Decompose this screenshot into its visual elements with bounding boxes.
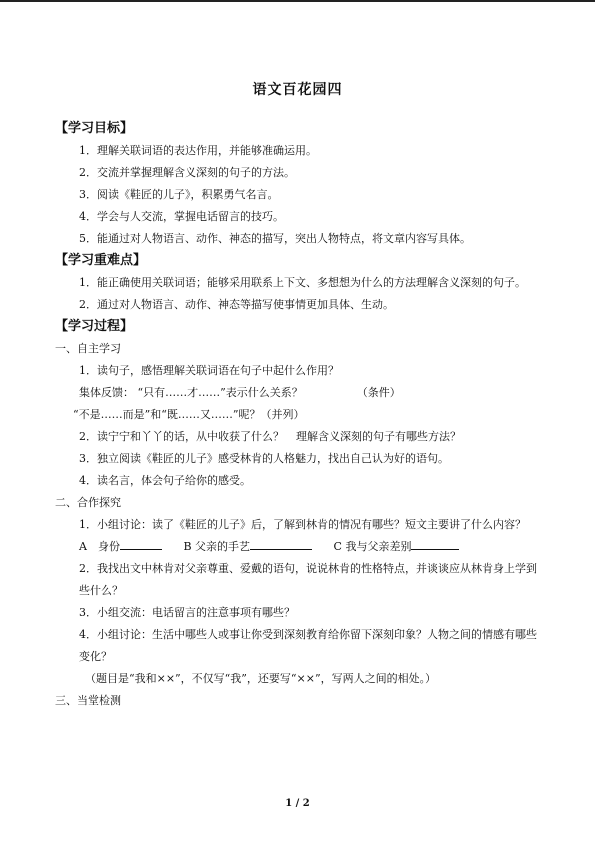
feedback-line-b: “不是……而是”和“既……又……”呢？（并列）	[73, 408, 305, 421]
process-heading: 【学习过程】	[55, 319, 134, 334]
blank-b[interactable]	[250, 537, 312, 550]
part1-question-2	[55, 426, 545, 448]
part3-title: 三、当堂检测	[55, 694, 121, 707]
goal-item: 2．交流并掌握理解含义深刻的句子的方法。	[79, 166, 295, 179]
part2-question-3: 3．小组交流：电话留言的注意事项有哪些？	[79, 606, 295, 619]
option-c: C 我与父亲差别	[333, 540, 412, 553]
page-title: 语文百花园四	[252, 82, 343, 98]
part2-question-1: 1．小组讨论：读了《鞋匠的儿子》后，了解到林肯的情况有哪些？短文主要讲了什么内容？	[79, 518, 526, 531]
part2-question-2: 2．我找出文中林肯对父亲尊重、爱戴的语句，说说林肯的性格特点，并谈谈应从林肯身上学到些什么？	[79, 562, 537, 597]
feedback-line-a	[55, 382, 545, 404]
question-2-part-b: 理解含义深刻的句子有哪些方法？	[296, 430, 461, 443]
goals-heading: 【学习目标】	[55, 121, 134, 136]
part1-question-4: 4．读名言，体会句子给你的感受。	[79, 474, 251, 487]
feedback-a-answer: （条件）	[356, 386, 401, 399]
part2-question-4: 4．小组讨论：生活中哪些人或事让你受到深刻教育给你留下深刻印象？人物之间的情感有哪些变化？	[79, 628, 537, 663]
feedback-a-text: 集体反馈： “只有……才……”表示什么关系？	[79, 386, 303, 399]
part1-question-3: 3．独立阅读《鞋匠的儿子》感受林肯的人格魅力，找出自己认为好的语句。	[79, 452, 449, 465]
part2-note: （题目是“我和××”，不仅写“我”，还要写“××”，写两人之间的相处。）	[85, 672, 437, 685]
part2-title: 二、合作探究	[55, 496, 121, 509]
blank-c[interactable]	[411, 537, 459, 550]
options-line	[55, 536, 545, 558]
keypoints-heading: 【学习重难点】	[55, 253, 147, 268]
goal-item: 3．阅读《鞋匠的儿子》，积累勇气名言。	[79, 188, 279, 201]
goal-item: 5．能通过对人物语言、动作、神态的描写，突出人物特点，将文章内容写具体。	[79, 232, 471, 245]
option-a: A 身份	[79, 540, 120, 553]
page-number: 1 / 2	[285, 798, 310, 809]
question-2-part-a: 2．读宁宁和丫丫的话，从中收获了什么？	[79, 430, 284, 443]
keypoint-item: 1．能正确使用关联词语；能够采用联系上下文、多想想为什么的方法理解含义深刻的句子。	[79, 276, 526, 289]
option-b: B 父亲的手艺	[183, 540, 251, 553]
keypoint-item: 2．通过对人物语言、动作、神态等描写使事情更加具体、生动。	[79, 298, 394, 311]
blank-a[interactable]	[120, 537, 162, 550]
part1-title: 一、自主学习	[55, 342, 121, 355]
goal-item: 4．学会与人交流，掌握电话留言的技巧。	[79, 210, 284, 223]
goal-item: 1．理解关联词语的表达作用，并能够准确运用。	[79, 144, 317, 157]
part1-question-1: 1．读句子，感悟理解关联词语在句子中起什么作用？	[79, 364, 339, 377]
document-body	[55, 118, 545, 712]
